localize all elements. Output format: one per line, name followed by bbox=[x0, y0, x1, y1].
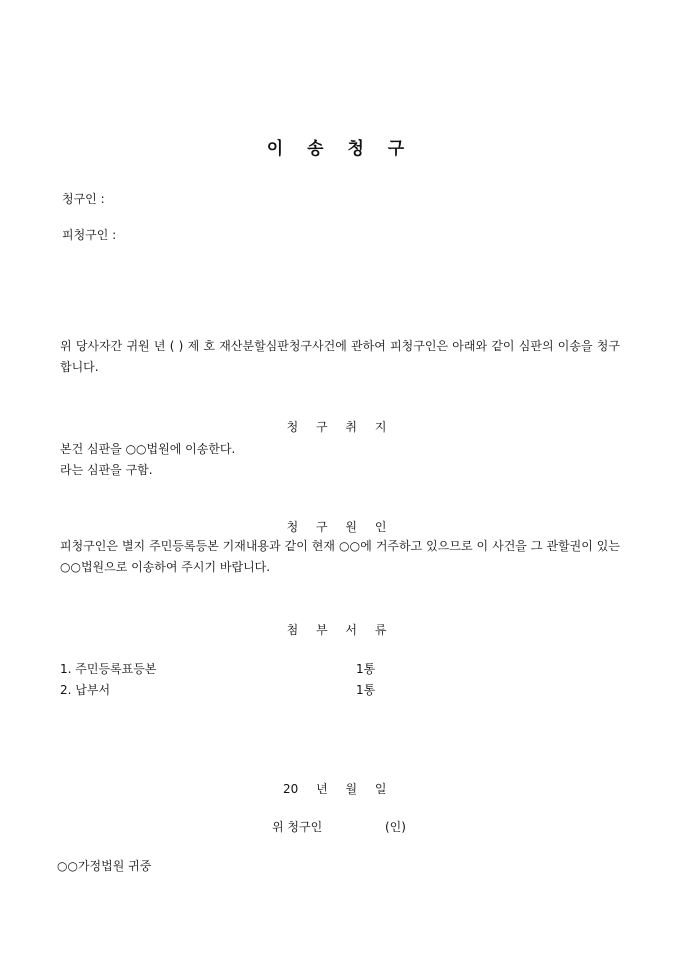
seal-mark: (인) bbox=[385, 820, 406, 834]
purpose-line-1: 본건 심판을 ○○법원에 이송한다. bbox=[60, 442, 236, 456]
signature-label: 위 청구인 bbox=[272, 820, 323, 834]
document-title: 이 송 청 구 bbox=[266, 139, 414, 159]
purpose-heading: 청 구 취 지 bbox=[286, 420, 394, 434]
claimant-label: 청구인 : bbox=[62, 192, 105, 206]
attachment-item-name: 2. 납부서 bbox=[60, 683, 111, 697]
respondent-label: 피청구인 : bbox=[62, 228, 117, 242]
reason-heading: 청 구 원 인 bbox=[286, 520, 394, 534]
intro-paragraph: 위 당사자간 귀원 년 ( ) 제 호 재산분할심판청구사건에 관하여 피청구인은 아래와 같이 심판의 이송을 청구합니다. bbox=[60, 339, 620, 374]
attachments-heading: 첨 부 서 류 bbox=[286, 623, 394, 637]
attachment-item-qty: 1통 bbox=[356, 662, 376, 676]
date-line: 20 년 월 일 bbox=[283, 782, 387, 796]
court-addressee: ○○가정법원 귀중 bbox=[57, 859, 152, 873]
reason-paragraph: 피청구인은 별지 주민등록등본 기재내용과 같이 현재 ○○에 거주하고 있으므로 이 사건을 그 관할권이 있는 ○○법원으로 이송하여 주시기 바랍니다. bbox=[60, 539, 620, 574]
attachment-item-qty: 1통 bbox=[356, 683, 376, 697]
attachment-item-name: 1. 주민등록표등본 bbox=[60, 662, 157, 676]
purpose-line-2: 라는 심판을 구함. bbox=[60, 463, 153, 477]
